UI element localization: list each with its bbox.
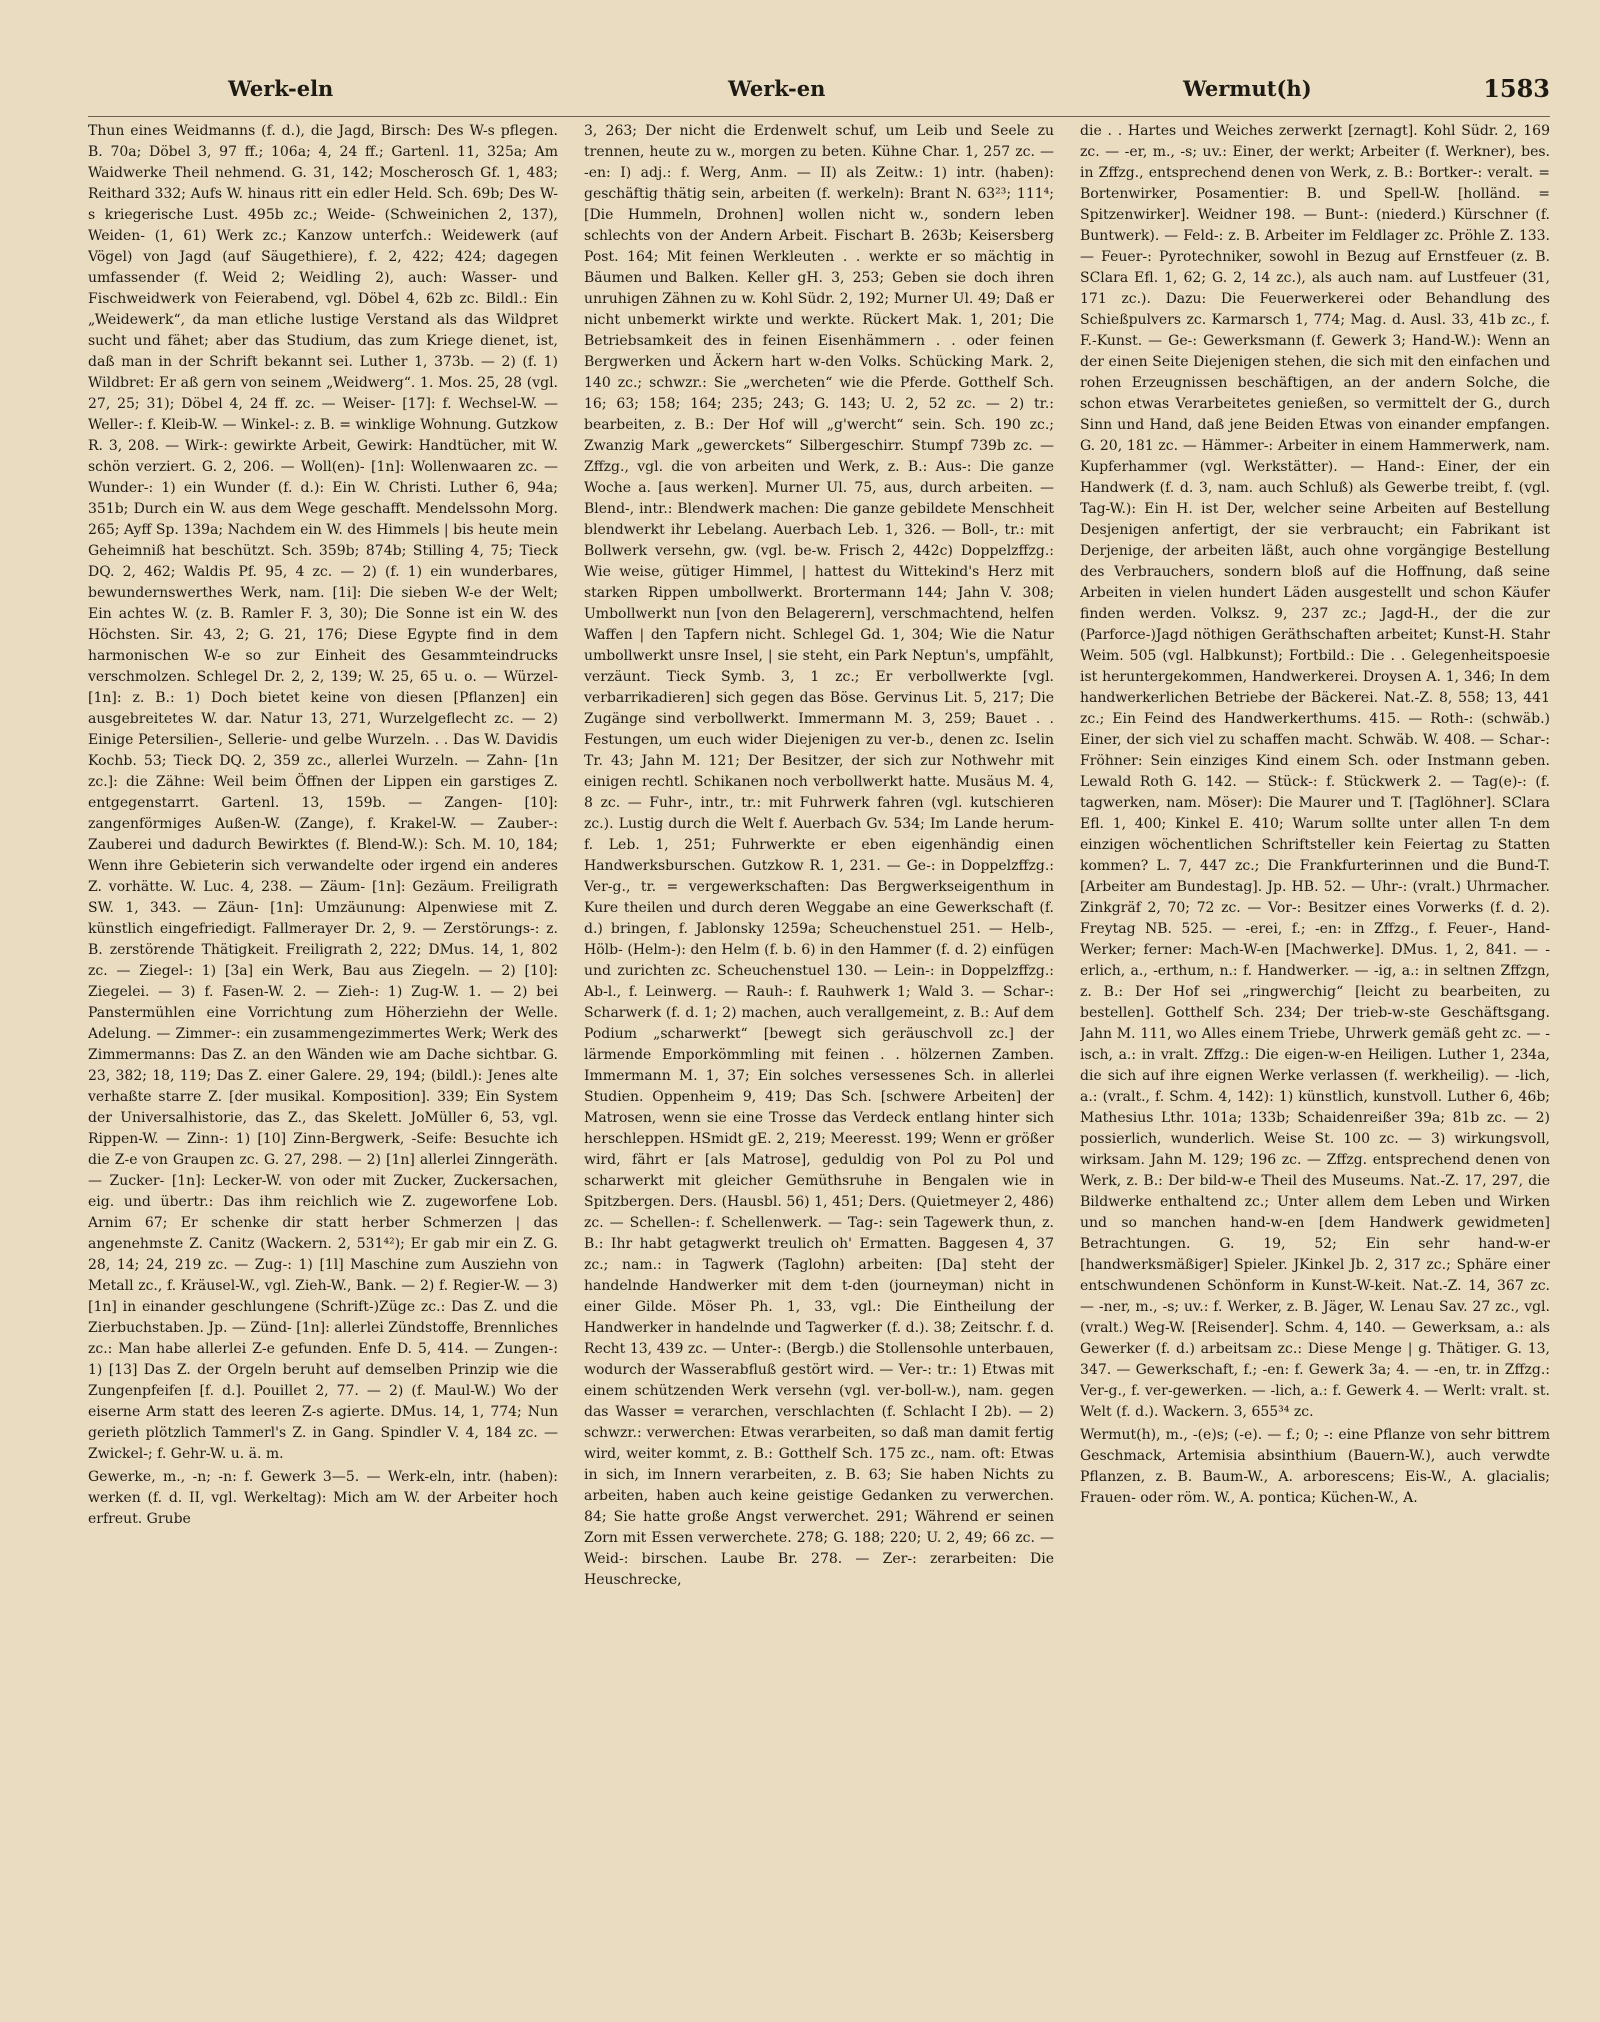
header-right-guideword: Wermut(h) xyxy=(1183,76,1312,101)
header-rule xyxy=(88,116,1550,117)
entry-text: Wermut(h), m., -(e)s; (-e). — f.; 0; -: eine Pflanze von sehr bittrem Geschmack, Artemisia absinthium (Bauern-W.), auch verwdte Pflanzen, z. B. Baum-W., A. arborescens; Eis-W., A. glacialis; Frauen- oder röm. W., A. pontica; Küchen-W., A. xyxy=(1080,1427,1550,1506)
column-1 xyxy=(88,121,558,1961)
column-2 xyxy=(584,121,1054,1961)
entry-text: Thun eines Weidmanns (f. d.), die Jagd, Birsch: Des W-s pflegen. B. 70a; Döbel 3, 97 ff.; 106a; 4, 24 ff.; Gartenl. 11, 325a; Am Waidwerke Theil nehmend. G. 31, 142; Moscherosch Gf. 1, 483; Reithard 332; Aufs W. hinaus ritt ein edler Held. Sch. 69b; Des W-s kriegerische Lust. 495b zc.; Weide- (Schweinichen 2, 137), Weiden- (1, 61) Werk zc.; Kanzow unterfch.: Weidewerk (auf Vögel) von Jagd (auf Säugethiere), f. 2, 422; 424; dagegen umfassender (f. Weid 2; Weidling 2), auch: Wasser- und Fischweidwerk von Feierabend, vgl. Döbel 4, 62b zc. Bildl.: Ein „Weidewerk“, da man etliche lustige Verstand als das Wildpret sucht und fähet; aber das Studium, das zum Kriege dienet, ist, daß man in der Schrift bekannt sei. Luther 1, 373b. — 2) (f. 1) Wildbret: Er aß gern von seinem „Weidwerg“. 1. Mos. 25, 28 (vgl. 27, 25; 31); Döbel 4, 24 ff. zc. — Weiser- [17]: f. Wechsel-W. — Weller-: f. Kleib-W. — Winkel-: z. B. = winklige Wohnung. Gutzkow R. 3, 208. — Wirk-: gewirkte Arbeit, Gewirk: Handtücher, mit W. schön verziert. G. 2, 206. — Woll(en)- [1n]: Wollenwaaren zc. — Wunder-: 1) ein Wunder (f. d.): Ein W. Christi. Luther 6, 94a; 351b; Durch ein W. aus dem Wege geschafft. Mendelssohn Morg. 265; Ayff Sp. 139a; Nachdem ein W. des Himmels | bis heute mein Geheimniß hat beschützt. Sch. 359b; 874b; Stilling 4, 75; Tieck DQ. 2, 462; Waldis Pf. 95, 4 zc. — 2) (f. 1) ein wunderbares, bewundernswerthes Werk, nam. [1i]: Die sieben W-e der Welt; Ein achtes W. (z. B. Ramler F. 3, 30); Die Sonne ist ein W. des Höchsten. Sir. 43, 2; G. 21, 176; Diese Egypte find in dem harmonischen W-e so zur Einheit des Gesammteindrucks verschmolzen. Schlegel Dr. 2, 2, 139; W. 25, 65 u. o. — Würzel- [1n]: z. B.: 1) Doch bietet keine von diesen [Pflanzen] ein ausgebreitetes W. dar. Natur 13, 271, Wurzelgeflecht zc. — 2) Einige Petersilien-, Sellerie- und gelbe Wurzeln. . . Das W. Davidis Kochb. 53; Tieck DQ. 2, 359 zc., allerlei Wurzeln. — Zahn- [1n zc.]: die Zähne: Weil beim Öffnen der Lippen ein garstiges Z. entgegenstarrt. Gartenl. 13, 159b. — Zangen- [10]: zangenförmiges Außen-W. (Zange), f. Krakel-W. — Zauber-: Zauberei und dadurch Bewirktes (f. Blend-W.): Sch. M. 10, 184; Wenn ihre Gebieterin sich verwandelte oder irgend ein anderes Z. vorhätte. W. Luc. 4, 238. — Zäum- [1n]: Gezäum. Freiligrath SW. 1, 343. — Zäun- [1n]: Umzäunung: Alpenwiese mit Z. künstlich eingefriedigt. Fallmerayer Dr. 2, 9. — Zerstörungs-: z. B. zerstörende Thätigkeit. Freiligrath 2, 222; DMus. 14, 1, 802 zc. — Ziegel-: 1) [3a] ein Werk, Bau aus Ziegeln. — 2) [10]: Ziegelei. — 3) f. Fasen-W. 2. — Zieh-: 1) Zug-W. 1. — 2) bei Panstermühlen eine Vorrichtung zum Höherziehn der Welle. Adelung. — Zimmer-: ein zusammengezimmertes Werk; Werk des Zimmermanns: Das Z. an den Wänden wie am Dache sichtbar. G. 23, 382; 18, 119; Das Z. einer Galere. 29, 194; (bildl.): Jenes alte verhaßte starre Z. [der musikal. Komposition]. 339; Ein System der Universalhistorie, das Z., das Skelett. JoMüller 6, 53, vgl. Rippen-W. — Zinn-: 1) [10] Zinn-Bergwerk, -Seife: Besuchte ich die Z-e von Graupen zc. G. 27, 298. — 2) [1n] allerlei Zinngeräth. — Zucker- [1n]: Lecker-W. von oder mit Zucker, Zuckersachen, eig. und übertr.: Das ihm reichlich wie Z. zugeworfene Lob. Arnim 67; Er schenke dir statt herber Schmerzen | das angenehmste Z. Canitz (Wackern. 2, 531⁴²); Er gab mir ein Z. G. 28, 14; 24, 219 zc. — Zug-: 1) [1l] Maschine zum Ausziehn von Metall zc., f. Kräusel-W., vgl. Zieh-W., Bank. — 2) f. Regier-W. — 3) [1n] in einander geschlungene (Schrift-)Züge zc.: Das Z. und die Zierbuchstaben. Jp. — Zünd- [1n]: allerlei Zündstoffe, Brennliches zc.: Man habe allerlei Z-e gefunden. Enfe D. 5, 414. — Zungen-: 1) [13] Das Z. der Orgeln beruht auf demselben Prinzip wie die Zungenpfeifen [f. d.]. Pouillet 2, 77. — 2) (f. Maul-W.) Wo der eiserne Arm statt des leeren Z-s agierte. DMus. 14, 1, 774; Nun gerieth plötzlich Tammerl's Z. in Gang. Spindler V. 4, 184 zc. — Zwickel-; f. Gehr-W. u. ä. m. xyxy=(88,123,558,1462)
header-left-guideword: Werk-eln xyxy=(228,76,334,101)
entry-text: die . . Hartes und Weiches zerwerkt [zernagt]. Kohl Südr. 2, 169 zc. — -er, m., -s; uv.: Einer, der werkt; Arbeiter (f. Werkner), bes. in Zffzg., entsprechend denen von Werk, z. B.: Bortker-: veralt. = Bortenwirker, Posamentier: B. und Spell-W. [holländ. = Spitzenwirker]. Weidner 198. — Bunt-: (niederd.) Kürschner (f. Buntwerk). — Feld-: z. B. Arbeiter im Feldlager zc. Pröhle Z. 133. — Feuer-: Pyrotechniker, sowohl in Bezug auf Ernstfeuer (z. B. SClara Efl. 1, 62; G. 2, 14 zc.), als auch nam. auf Lustfeuer (31, 171 zc.). Dazu: Die Feuerwerkerei oder Behandlung des Schießpulvers zc. Karmarsch 1, 774; Mag. d. Ausl. 33, 41b zc., f. F.-Kunst. — Ge-: Gewerksmann (f. Gewerk 3; Hand-W.): Wenn an der einen Seite Diejenigen stehen, die sich mit den einfachen und rohen Erzeugnissen beschäftigen, an der andern Solche, die schon etwas Verarbeitetes genießen, so vermittelt der G., durch Sinn und Hand, daß jene Beiden Etwas von einander empfangen. G. 20, 181 zc. — Hämmer-: Arbeiter in einem Hammerwerk, nam. Kupferhammer (vgl. Werkstätter). — Hand-: Einer, der ein Handwerk (f. d. 3, nam. auch Schluß) als Gewerbe treibt, f. (vgl. Tag-W.): Ein H. ist Der, welcher seine Arbeiten auf Bestellung Desjenigen anfertigt, der sie verbraucht; ein Fabrikant ist Derjenige, der arbeiten läßt, auch ohne vorgängige Bestellung des Verbrauchers, sondern bloß auf die Hoffnung, daß seine Arbeiten in vielen hundert Läden ausgestellt und schon Käufer finden werden. Volksz. 9, 237 zc.; Jagd-H., der die zur (Parforce-)Jagd nöthigen Geräthschaften arbeitet; Kunst-H. Stahr Weim. 505 (vgl. Halbkunst); Fortbild.: Die . . Gelegenheitspoesie ist heruntergekommen, Handwerkerei. Droysen A. 1, 346; In dem handwerkerlichen Betriebe der Bäckerei. Nat.-Z. 8, 558; 13, 441 zc.; Ein Feind des Handwerkerthums. 415. — Roth-: (schwäb.) Einer, der sich viel zu schaffen macht. Schwäb. W. 408. — Schar-: Fröhner: Sein einziges Kind einem Sch. oder Instmann geben. Lewald Roth G. 142. — Stück-: f. Stückwerk 2. — Tag(e)-: (f. tagwerken, nam. Möser): Die Maurer und T. [Taglöhner]. SClara Efl. 1, 400; Kinkel E. 410; Warum sollte unter allen T-n dem einzigen wöchentlichen Schriftsteller kein Feiertag zu Statten kommen? L. 7, 447 zc.; Die Frankfurterinnen und die Bund-T. [Arbeiter am Bundestag]. Jp. HB. 52. — Uhr-: (vralt.) Uhrmacher. Zinkgräf 2, 70; 72 zc. — Vor-: Besitzer eines Vorwerks (f. d. 2). Freytag NB. 525. — -erei, f.; -en: in Zffzg., f. Feuer-, Hand-Werker; ferner: Mach-W-en [Machwerke]. DMus. 1, 2, 841. — -erlich, a., -erthum, n.: f. Handwerker. — -ig, a.: in seltnen Zffzgn, z. B.: Der Hof sei „ringwerchig“ [leicht zu bearbeiten, zu bestellen]. Gotthelf Sch. 234; Der trieb-w-ste Geschäftsgang. Jahn M. 111, wo Alles einem Triebe, Uhrwerk gemäß geht zc. — -isch, a.: in vralt. Zffzg.: Die eigen-w-en Heiligen. Luther 1, 234a, die sich auf ihre eignen Werke verlassen (f. werkheilig). — -lich, a.: (vralt., f. Schm. 4, 142): 1) künstlich, kunstvoll. Luther 6, 46b; Mathesius Lthr. 101a; 133b; Schaidenreißer 39a; 81b zc. — 2) possierlich, wunderlich. Weise St. 100 zc. — 3) wirkungsvoll, wirksam. Jahn M. 129; 196 zc. — Zffzg. entsprechend denen von Werk, z. B.: Der bild-w-e Theil des Museums. Nat.-Z. 17, 297, die Bildwerke enthaltend zc.; Unter allem dem Leben und Wirken und so manchen hand-w-en [dem Handwerk gewidmeten] Betrachtungen. G. 19, 52; Ein sehr hand-w-er [handwerksmäßiger] Spieler. JKinkel Jb. 2, 317 zc.; Sphäre einer entschwundenen Schönform in Kunst-W-keit. Nat.-Z. 14, 367 zc. — -ner, m., -s; uv.: f. Werker, z. B. Jäger, W. Lenau Sav. 27 zc., vgl. (vralt.) Weg-W. [Reisender]. Schm. 4, 140. — Gewerksam, a.: als Gewerker (f. d.) arbeitsam zc.: Diese Menge | g. Thätiger. G. 13, 347. — Gewerkschaft, f.; -en: f. Gewerk 3a; 4. — -en, tr. in Zffzg.: Ver-g., f. ver-gewerken. — -lich, a.: f. Gewerk 4. — Werlt: vralt. st. Welt (f. d.). Wackern. 3, 655³⁴ zc. xyxy=(1080,123,1550,1420)
header-center-guideword: Werk-en xyxy=(728,76,826,101)
entry-text: Gewerke, m., -n; -n: f. Gewerk 3—5. — Werk-eln, intr. (haben): werken (f. d. II, vgl. Werkeltag): Mich am W. der Arbeiter hoch erfreut. Grube xyxy=(88,1469,558,1527)
entry-text: 3, 263; Der nicht die Erdenwelt schuf, um Leib und Seele zu trennen, heute zu w., morgen zu beten. Kühne Char. 1, 257 zc. — -en: I) adj.: f. Werg, Anm. — II) als Zeitw.: 1) intr. (haben): geschäftig thätig sein, arbeiten (f. werkeln): Brant N. 63²³; 111⁴; [Die Hummeln, Drohnen] wollen nicht w., sondern leben schlechts von der Andern Arbeit. Fischart B. 263b; Keisersberg Post. 164; Mit feinen Werkleuten . . werkte er so mächtig in Bäumen und Balken. Keller gH. 3, 253; Geben sie doch ihren unruhigen Zähnen zu w. Kohl Südr. 2, 192; Murner Ul. 49; Daß er nicht unbemerkt wirkte und werkte. Rückert Mak. 1, 201; Die Betriebsamkeit des in feinen Eisenhämmern . . oder feinen Bergwerken und Äckern hart w-den Volks. Schücking Mark. 2, 140 zc.; schwzr.: Sie „wercheten“ wie die Pferde. Gotthelf Sch. 16; 63; 158; 164; 235; 243; G. 143; U. 2, 52 zc. — 2) tr.: bearbeiten, z. B.: Der Hof will „g'wercht“ sein. Sch. 190 zc.; Zwanzig Mark „gewerckets“ Silbergeschirr. Stumpf 739b zc. — Zffzg., vgl. die von arbeiten und Werk, z. B.: Aus-: Die ganze Woche a. [aus werken]. Murner Ul. 75, aus, durch arbeiten. — Blend-, intr.: Blendwerk machen: Die ganze gebildete Menschheit blendwerkt ihr Lebelang. Auerbach Leb. 1, 326. — Boll-, tr.: mit Bollwerk versehn, gw. (vgl. be-w. Frisch 2, 442c) Doppelzffzg.: Wie weise, gütiger Himmel, | hattest du Wittekind's Herz mit starken Rippen umbollwerkt. Brortermann 144; Jahn V. 308; Umbollwerkt nun [von den Belagerern], verschmachtend, helfen Waffen | den Tapfern nicht. Schlegel Gd. 1, 304; Wie die Natur umbollwerkt unsre Insel, | sie steht, ein Park Neptun's, umpfählt, verzäunt. Tieck Symb. 3, 1 zc.; Er verbollwerkte [vgl. verbarrikadieren] sich gegen das Böse. Gervinus Lit. 5, 217; Die Zugänge sind verbollwerkt. Immermann M. 3, 259; Bauet . . Festungen, um euch wider Diejenigen zu ver-b., denen zc. Iselin Tr. 43; Jahn M. 121; Der Besitzer, der sich zur Nothwehr mit einigen rechtl. Schikanen noch verbollwerkt hatte. Musäus M. 4, 8 zc. — Fuhr-, intr., tr.: mit Fuhrwerk fahren (vgl. kutschieren zc.). Lustig durch die Welt f. Auerbach Gv. 534; Im Lande herum-f. Leb. 1, 251; Fuhrwerkte er eben eigenhändig einen Handwerksburschen. Gutzkow R. 1, 231. — Ge-: in Doppelzffzg.: Ver-g., tr. = vergewerkschaften: Das Bergwerkseigenthum in Kure theilen und durch deren Weggabe an eine Gewerkschaft (f. d.) bringen, f. Jablonsky 1259a; Scheuchenstuel 251. — Helb-, Hölb- (Helm-): den Helm (f. b. 6) in den Hammer (f. d. 2) einfügen und zurichten zc. Scheuchenstuel 130. — Lein-: in Doppelzffzg.: Ab-l., f. Leinwerg. — Rauh-: f. Rauhwerk 1; Wald 3. — Schar-: Scharwerk (f. d. 1; 2) machen, auch verallgemeint, z. B.: Auf dem Podium „scharwerkt“ [bewegt sich geräuschvoll zc.] der lärmende Emporkömmling mit feinen . . hölzernen Zamben. Immermann M. 1, 37; Ein solches versessenes Sch. in allerlei Studien. Oppenheim 9, 419; Das Sch. [schwere Arbeiten] der Matrosen, wenn sie eine Trosse das Verdeck entlang hinter sich herschleppen. HSmidt gE. 2, 219; Meeresst. 199; Wenn er größer wird, fährt er [als Matrose], geduldig von Pol zu Pol und scharwerkt mit gleicher Gemüthsruhe in Bengalen wie in Spitzbergen. Ders. (Hausbl. 56) 1, 451; Ders. (Quietmeyer 2, 486) zc. — Schellen-: f. Schellenwerk. — Tag-: sein Tagewerk thun, z. B.: Ihr habt getagwerkt treulich oh' Ermatten. Baggesen 4, 37 zc.; nam.: in Tagwerk (Taglohn) arbeiten: [Da] steht der handelnde Handwerker mit dem t-den (journeyman) nicht in einer Gilde. Möser Ph. 1, 33, vgl.: Die Eintheilung der Handwerker in handelnde und Tagwerker (f. d.). 38; Zeitschr. f. d. Recht 13, 439 zc. — Unter-: (Bergb.) die Stollensohle unterbauen, wodurch der Wasserabfluß gestört wird. — Ver-: tr.: 1) Etwas mit einem schützenden Werk versehn (vgl. ver-boll-w.), nam. gegen das Wasser = verarchen, verschlachten (f. Schlacht I 2b). — 2) schwzr.: verwerchen: Etwas verarbeiten, so daß man damit fertig wird, weiter kommt, z. B.: Gotthelf Sch. 175 zc., nam. oft: Etwas in sich, im Innern verarbeiten, z. B. 63; Sie haben Nichts zu arbeiten, haben auch keine geistige Gedanken zu verwerchen. 84; Sie hatte große Angst verwerchet. 291; Während er seinen Zorn mit Essen verwerchete. 278; G. 188; 220; U. 2, 49; 66 zc. — Weid-: birschen. Laube Br. 278. — Zer-: zerarbeiten: Die Heuschrecke, xyxy=(584,123,1054,1588)
running-header xyxy=(88,70,1550,116)
column-3 xyxy=(1080,121,1550,1961)
columns xyxy=(88,121,1550,1961)
page-number: 1583 xyxy=(1483,74,1550,103)
